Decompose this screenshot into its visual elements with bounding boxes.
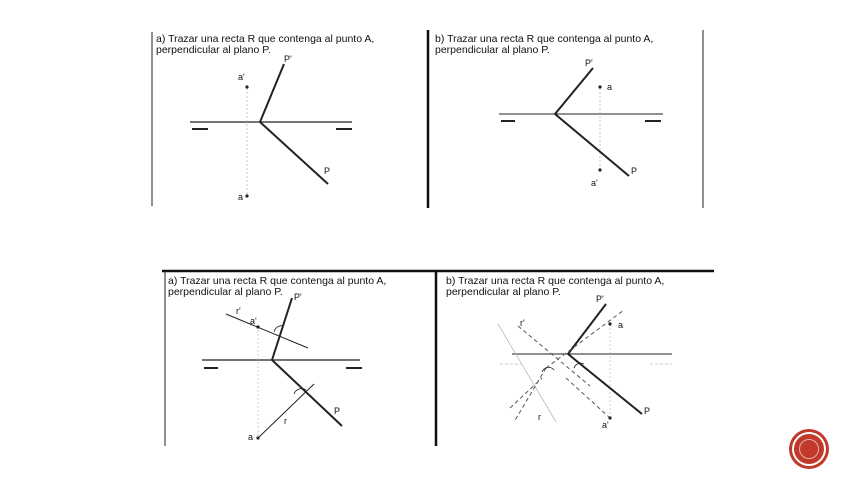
point-a-prime (245, 85, 248, 88)
title-line-1: b) Trazar una recta R que contenga al punto A, (446, 275, 665, 287)
label-r-prime: r' (520, 318, 525, 328)
panel-bottom-b (438, 268, 714, 448)
label-P-prime: P' (585, 58, 593, 68)
point-a (256, 436, 259, 439)
label-a-prime: a' (591, 178, 598, 188)
label-r-prime: r' (236, 306, 241, 316)
label-P: P (644, 406, 651, 416)
point-a-prime (256, 325, 259, 328)
point-a (245, 194, 248, 197)
diagram-bottom-b (438, 268, 714, 448)
label-P: P (631, 166, 638, 176)
title-line-2: perpendicular al plano P. (156, 44, 271, 56)
title-line-2: perpendicular al plano P. (446, 286, 561, 298)
diagram-bottom-a (162, 268, 438, 448)
diagram-top-a (150, 28, 418, 210)
title-line-1: b) Trazar una recta R que contenga al punto A, (435, 33, 654, 45)
label-a: a (618, 320, 624, 330)
panel-top-a (150, 28, 418, 210)
panel-bottom-a (162, 268, 438, 448)
label-a-prime: a' (238, 72, 245, 82)
panel-top-b (425, 28, 705, 210)
title-line-2: perpendicular al plano P. (168, 286, 283, 298)
label-P-prime: P' (294, 292, 302, 302)
label-a: a (238, 192, 244, 202)
title-line-1: a) Trazar una recta R que contenga al punto A, (168, 275, 387, 287)
title-line-2: perpendicular al plano P. (435, 44, 550, 56)
point-a-prime (598, 168, 601, 171)
label-a-prime: a' (602, 420, 609, 430)
label-P: P (334, 406, 341, 416)
label-r: r (284, 416, 287, 426)
label-r: r (538, 412, 541, 422)
label-a: a (248, 432, 254, 442)
label-P-prime: P' (284, 54, 292, 64)
label-P: P (324, 166, 331, 176)
label-P-prime: P' (596, 294, 604, 304)
point-a (598, 85, 601, 88)
point-a (608, 322, 611, 325)
circle-button-icon[interactable] (792, 432, 826, 466)
label-a: a (607, 82, 613, 92)
diagram-top-b (425, 28, 705, 210)
title-line-1: a) Trazar una recta R que contenga al punto A, (156, 33, 375, 45)
label-a-prime: a' (250, 316, 257, 326)
point-a-prime (608, 416, 611, 419)
